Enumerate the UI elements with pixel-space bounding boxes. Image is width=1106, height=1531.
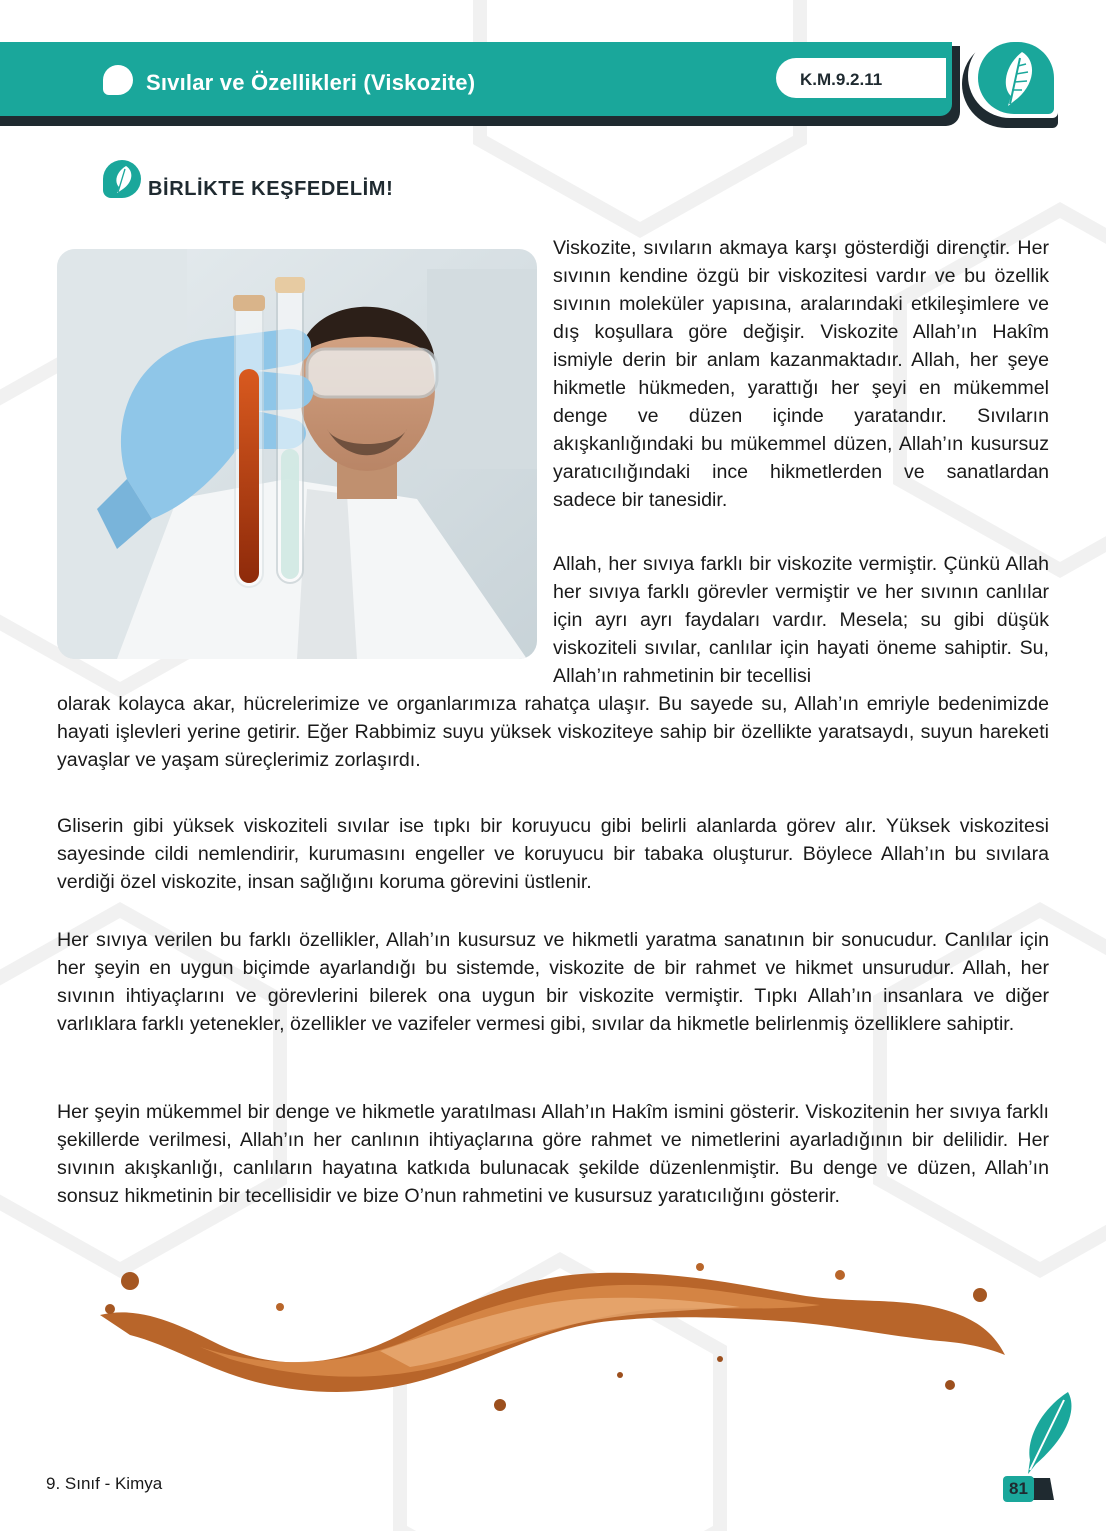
feather-icon: [978, 42, 1054, 114]
feather-icon: [103, 160, 141, 198]
header-bullet-icon: [103, 65, 133, 95]
scientist-test-tubes-photo: [57, 249, 537, 659]
footer-course-label: 9. Sınıf - Kimya: [46, 1474, 163, 1493]
section-title: BİRLİKTE KEŞFEDELİM!: [148, 178, 394, 200]
feather-badge: [978, 42, 1054, 114]
paragraph-glycerin: Gliserin gibi yüksek viskoziteli sıvılar ise tıpkı bir koruyucu gibi belirli alanlarda görev alır. Yüksek viskozitesi sayesinde cildi nemlendirir, kurumasını engeller ve koruyucu bir tabaka oluşturur. Böylece Allah’ın bu sıvılara verdiği özel viskozite, insan sağlığını koruma görevini üstlenir.: [57, 815, 1049, 893]
paragraph-water-continued: olarak kolayca akar, hücrelerimize ve organlarımıza rahatça ulaşır. Bu sayede su, Allah’ın emriyle bedenimizde hayati işlevleri yerine getirir. Eğer Rabbimiz suyu yüksek viskoziteye sahip bir özellikte yaratsaydı, suyun hareketi yavaşlar ve yaşam süreçlerimiz zorlaşırdı.: [57, 693, 1049, 771]
paragraph-properties: Her sıvıya verilen bu farklı özellikler, Allah’ın kusursuz ve hikmetli yaratma sanatının bir sonucudur. Canlılar için her şeyin en uygun biçimde ayarlandığı bu sistemde, viskozite de bir rahmet ve hikmet unsurudur. Allah, her sıvının ihtiyaçlarını ve görevlerini bilerek ona uygun bir viskozite vermiştir. Tıpkı Allah’ın insanlara ve diğer varlıklara farklı yetenekler, özellikler ve vazifeler vermesi gibi, sıvılar da hikmetle belirlenmiş özelliklere sahiptir.: [57, 929, 1049, 1035]
section-feather-badge: [103, 160, 141, 198]
page-number: 81: [1003, 1476, 1034, 1502]
page-title: Sıvılar ve Özellikleri (Viskozite): [146, 70, 476, 95]
paragraph-viscosity-definition: Viskozite, sıvıların akmaya karşı gösterdiği dirençtir. Her sıvının kendine özgü bir viskozitesi vardır ve bu özellik sıvının moleküler yapısına, aralarındaki etkileşimlere ve dış koşullara göre değişir. Viskozite Allah’ın Hakîm ismiyle derin bir anlam kazanmaktadır. Allah, her şeye hikmetle hükmeden, yarattığı her şeyi en mükemmel denge ve düzen içinde yaratandır. Sıvıların akışkanlığındaki bu mükemmel düzen, Allah’ın kusursuz yaratıcılığındaki ince hikmetlerden ve sanatlardan sadece bir tanesidir.: [553, 237, 1049, 511]
liquid-splash-illustration: [80, 1255, 1040, 1415]
paragraph-balance: Her şeyin mükemmel bir denge ve hikmetle yaratılması Allah’ın Hakîm ismini gösterir. Viskozitenin her sıvıya farklı şekillerde verilmesi, Allah’ın her canlının ihtiyaçlarına göre rahmet ve nimetlerini ayarladığının bir delilidir. Her sıvının akışkanlığı, canlıların hayatına katkıda bulunacak şekilde düzenlenmiştir. Bu denge ve düzen, Allah’ın sonsuz hikmetinin bir tecellisidir ve bize O’nun rahmetini ve kusursuz yaratıcılığını gösterir.: [57, 1101, 1049, 1207]
outcome-code: K.M.9.2.11: [800, 70, 883, 89]
scientist-photo: [57, 249, 537, 659]
paragraph-different-viscosity: Allah, her sıvıya farklı bir viskozite vermiştir. Çünkü Allah her sıvıya farklı görevler vermiştir ve her sıvının canlılar için ayrı ayrı faydaları vardır. Mesela; su gibi düşük viskoziteli sıvılar, canlılar için hayati öneme sahiptir. Su, Allah’ın rahmetinin bir tecellisi: [553, 553, 1049, 687]
